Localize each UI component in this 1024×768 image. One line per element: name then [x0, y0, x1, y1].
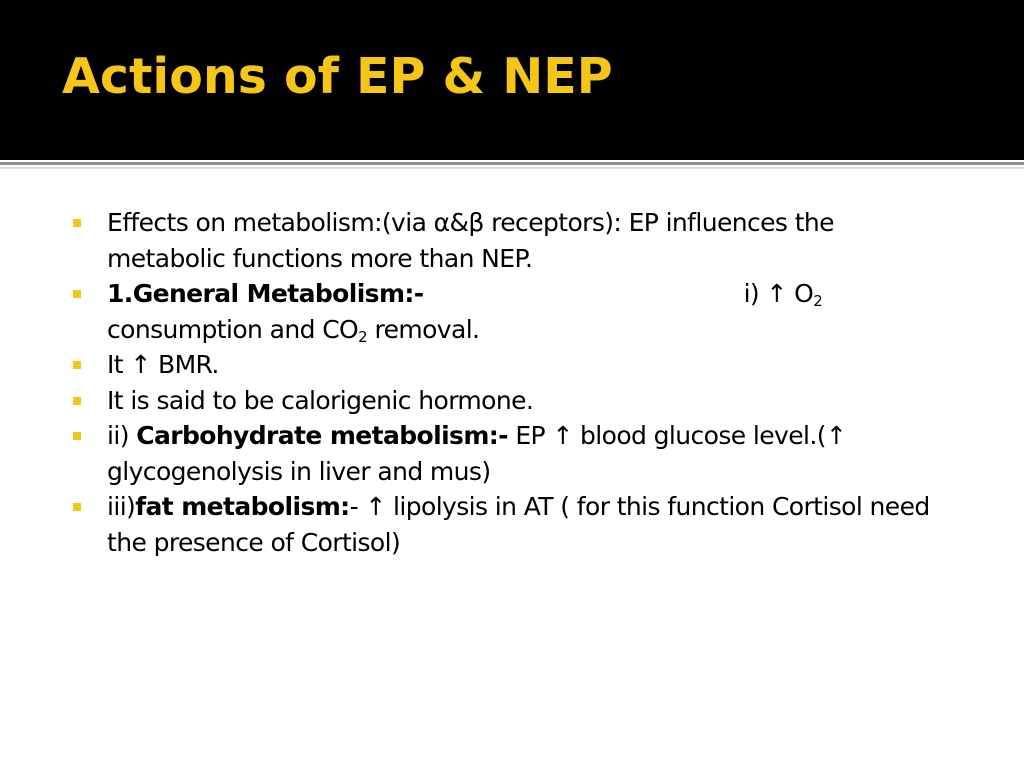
title-divider-dark — [0, 162, 1024, 165]
bullet-carbohydrate-metabolism — [72, 418, 952, 489]
title-divider-light — [0, 167, 1024, 169]
oxygen-subscript: 2 — [813, 292, 823, 310]
square-bullet-icon — [73, 361, 81, 369]
square-bullet-icon — [73, 432, 81, 440]
bullet-text: consumption and CO — [107, 314, 359, 344]
bullet-text: - ↑ lipolysis in AT ( for this function Cortisol need the presence of Cortisol) — [107, 492, 930, 557]
carbon-dioxide-subscript: 2 — [358, 327, 368, 346]
title-bar — [0, 0, 1024, 160]
bullet-general-metabolism — [72, 276, 952, 347]
bullet-prefix: iii) — [107, 492, 136, 521]
square-bullet-icon — [73, 219, 81, 227]
bullet-text: EP ↑ blood glucose level.(↑ glycogenolysis in liver and mus) — [107, 421, 847, 486]
bullet-text: It is said to be calorigenic hormone. — [107, 385, 534, 415]
bullet-prefix: ii) — [107, 421, 137, 450]
oxygen-text — [744, 276, 823, 312]
bullet-metabolism-effects — [72, 205, 952, 276]
bullet-bold-label: 1.General Metabolism:- — [107, 279, 424, 308]
bullet-list — [72, 205, 952, 560]
square-bullet-icon — [73, 503, 81, 511]
bullet-text: i) ↑ O — [743, 279, 814, 308]
bullet-text: removal. — [367, 314, 480, 344]
bullet-bold-label: fat metabolism: — [135, 492, 350, 521]
bullet-text: Effects on metabolism:(via α&β receptors): EP influences the metabolic functions more than NEP. — [107, 208, 834, 273]
bullet-bmr — [72, 347, 952, 383]
bullet-bold-label: Carbohydrate metabolism:- — [136, 421, 508, 450]
bullet-calorigenic-hormone — [72, 383, 952, 419]
slide-title: Actions of EP & NEP — [62, 48, 613, 105]
square-bullet-icon — [73, 397, 81, 405]
square-bullet-icon — [73, 290, 81, 298]
bullet-fat-metabolism — [72, 489, 952, 560]
bullet-text: It ↑ BMR. — [107, 350, 219, 379]
